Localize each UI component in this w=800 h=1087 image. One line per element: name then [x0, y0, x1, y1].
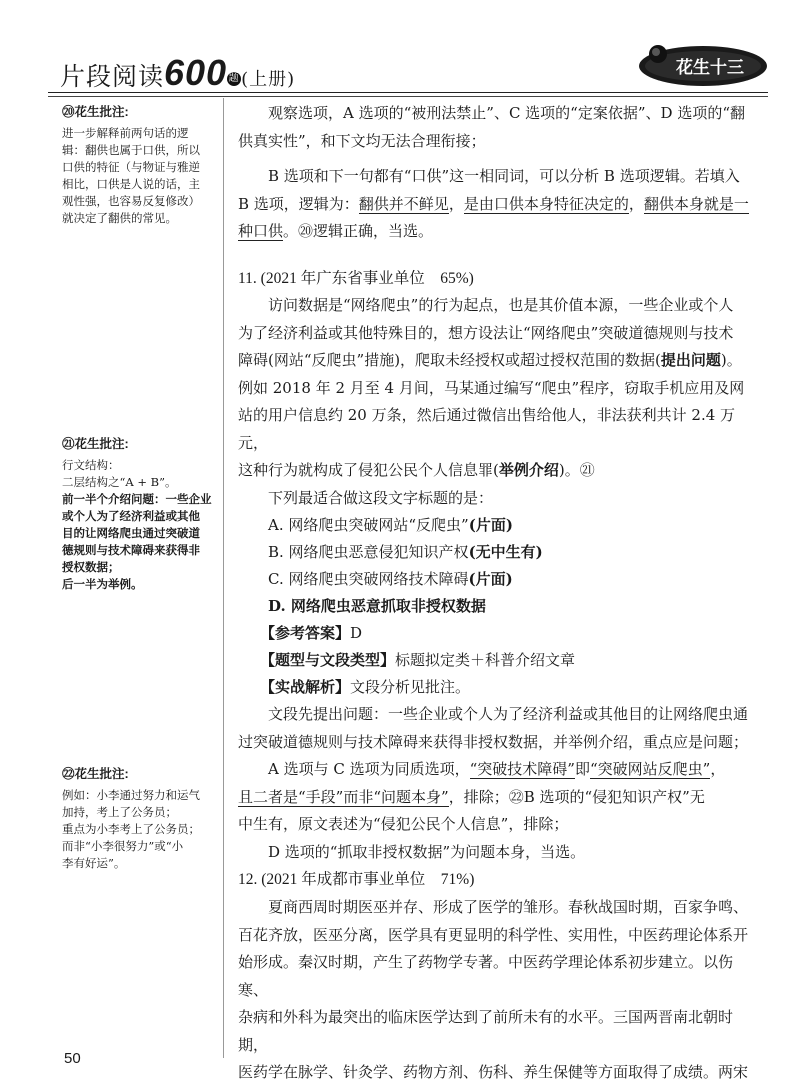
column-divider	[223, 98, 224, 1058]
question-11-body	[238, 292, 758, 866]
question-12-heading: 12. (2021 年成都市事业单位 71%)	[238, 871, 475, 888]
prev-analysis	[238, 100, 758, 246]
underlined-text: 且二者是“手段”而非“问题本身”	[238, 787, 449, 806]
side-note-title: ㉒花生批注:	[62, 767, 129, 781]
side-note-line: 加持，考上了公务员；	[62, 805, 177, 819]
book-title	[60, 52, 295, 94]
side-note-line: 辑：翻供也属于口供，所以	[62, 143, 200, 157]
text-span: )。	[720, 351, 742, 369]
answer-label: 【参考答案】	[260, 624, 351, 642]
side-note-line: 例如：小李通过努力和运气	[62, 788, 200, 802]
option-text: B. 网络爬虫恶意侵犯知识产权	[268, 543, 469, 561]
text-line	[238, 191, 758, 219]
analysis-value: 文段分析见批注。	[350, 678, 471, 696]
text-line: 为了经济利益或其他特殊目的，想方设法让“网络爬虫”突破道德规则与技术	[238, 323, 734, 342]
text-span: ，	[448, 194, 464, 213]
text-line: 站的用户信息约 20 万条，然后通过微信出售给他人，非法获利共计 2.4 万元，	[238, 406, 736, 452]
option-text: D. 网络爬虫恶意抓取非授权数据	[268, 597, 486, 615]
text-span: )。㉑	[558, 461, 595, 479]
header-rule-thin	[48, 96, 768, 97]
book-title-tag: 题	[228, 72, 240, 84]
side-note-line: 进一步解释前两句话的逻	[62, 126, 189, 140]
text-span: 这种行为就构成了侵犯公民个人信息罪(	[238, 461, 499, 479]
option-note: (无中生有)	[468, 543, 543, 561]
text-line: 杂病和外科为最突出的临床医学达到了前所未有的水平。三国两晋南北朝时期，	[238, 1008, 734, 1054]
side-note-line: 重点为小李考上了公务员；	[62, 822, 200, 836]
underlined-text: “突破技术障碍”	[469, 760, 575, 778]
text-line: B 选项和下一句都有“口供”这一相同词，可以分析 B 选项逻辑。若填入	[268, 167, 740, 185]
question-12-body	[238, 894, 758, 1087]
text-span: 障碍(网站“反爬虫”措施)，爬取未经授权或超过授权范围的数据(	[238, 351, 661, 369]
side-note-line: 目的让网络爬虫通过突破道	[62, 526, 200, 540]
option-a	[238, 512, 758, 539]
text-span: ，	[710, 760, 726, 778]
brand-logo	[636, 40, 770, 88]
option-text: A. 网络爬虫突破网站“反爬虫”	[268, 516, 469, 534]
side-note-line: 二层结构之“A + B”。	[62, 475, 177, 489]
text-line: 过突破道德规则与技术障碍来获得非授权数据，并举例介绍，重点应是问题；	[238, 732, 749, 751]
analysis-label: 【实战解析】	[260, 678, 351, 696]
side-note-line: 前一半个介绍问题：一些企业	[62, 492, 212, 506]
book-title-sub: (上册)	[241, 69, 296, 90]
side-note-line: 授权数据；	[62, 560, 120, 574]
option-note: (片面)	[468, 570, 513, 588]
side-note-line: 行文结构：	[62, 458, 120, 472]
text-span: ，排除；㉒B 选项的“侵犯知识产权”无	[448, 787, 705, 806]
question-11-heading: 11. (2021 年广东省事业单位 65%)	[238, 270, 474, 287]
text-line	[238, 347, 758, 375]
side-note-line: 而非“小李很努力”或“小	[62, 839, 184, 853]
answer-line	[238, 620, 758, 647]
type-line	[238, 647, 758, 674]
text-line: 夏商西周时期医巫并存、形成了医学的雏形。春秋战国时期，百家争鸣、	[268, 898, 749, 916]
text-line: D 选项的“抓取非授权数据”为问题本身，当选。	[268, 842, 586, 861]
side-note-line: 德规则与技术障碍来获得非	[62, 543, 200, 557]
text-line	[238, 457, 758, 485]
text-span: A 选项与 C 选项为同质选项，	[268, 760, 470, 778]
text-span: 即	[574, 760, 590, 778]
book-title-number: 600	[164, 52, 228, 93]
text-line: 医药学在脉学、针灸学、药物方剂、伤科、养生保健等方面取得了成绩。两宋	[238, 1063, 749, 1081]
type-label: 【题型与文段类型】	[260, 651, 396, 669]
question-prompt: 下列最适合做这段文字标题的是：	[268, 488, 494, 507]
text-line: 例如 2018 年 2 月至 4 月间，马某通过编写“爬虫”程序，窃取手机应用及网	[238, 378, 745, 397]
header-rule	[48, 92, 768, 93]
side-note-21	[62, 436, 222, 593]
text-line: 观察选项，A 选项的“被刑法禁止”、C 选项的“定案依据”、D 选项的“翻	[268, 104, 745, 122]
text-line: 中生有，原文表述为“侵犯公民个人信息”，排除；	[238, 815, 569, 833]
bold-note: 举例介绍	[498, 461, 559, 479]
side-note-line: 口供的特征（与物证与雅逆	[62, 160, 200, 174]
side-note-line: 就决定了翻供的常见。	[62, 211, 177, 225]
option-text: C. 网络爬虫突破网络技术障碍	[268, 570, 469, 588]
underlined-text: 翻供并不鲜见	[358, 194, 449, 213]
text-line: 供真实性”，和下文均无法合理衔接；	[238, 131, 486, 150]
text-line: 百花齐放，医巫分离，医学具有更显明的科学性、实用性，中医药理论体系开	[238, 925, 749, 944]
side-note-line: 或个人为了经济利益或其他	[62, 509, 200, 523]
text-span: B 选项，逻辑为：	[238, 194, 359, 213]
analysis-line	[238, 674, 758, 701]
option-note: (片面)	[468, 516, 513, 534]
text-line: 始形成。秦汉时期，产生了药物学专著。中医药学理论体系初步建立。以伤寒、	[238, 953, 734, 999]
text-span: ，	[628, 194, 644, 213]
option-d	[238, 593, 758, 620]
side-note-20	[62, 104, 222, 227]
side-note-line: 观性强，也容易反复修改）	[62, 194, 200, 208]
side-note-22	[62, 766, 222, 872]
text-line	[238, 784, 758, 812]
side-note-title: ⑳花生批注:	[62, 105, 129, 119]
underlined-text: 是由口供本身特征决定的	[463, 194, 629, 213]
bold-note: 提出问题	[660, 351, 721, 369]
option-c	[238, 566, 758, 593]
underlined-text: “突破网站反爬虫”	[589, 760, 711, 778]
side-note-title: ㉑花生批注:	[62, 437, 129, 451]
type-value: 标题拟定类＋科普介绍文章	[395, 651, 576, 669]
option-b	[238, 539, 758, 566]
text-line	[238, 756, 758, 784]
text-span: 。⑳逻辑正确，当选。	[283, 222, 434, 240]
page-number: 50	[64, 1050, 81, 1067]
underlined-text: 种口供	[238, 222, 284, 240]
text-line: 文段先提出问题：一些企业或个人为了经济利益或其他目的让网络爬虫通	[268, 705, 749, 723]
text-line: 访问数据是“网络爬虫”的行为起点，也是其价值本源，一些企业或个人	[268, 296, 734, 314]
side-note-line: 后一半为举例。	[62, 577, 143, 591]
logo-text: 花生十三	[676, 58, 744, 78]
side-note-line: 李有好运”。	[62, 856, 126, 870]
text-line	[238, 218, 758, 246]
answer-value: D	[350, 624, 363, 642]
book-title-text: 片段阅读	[60, 62, 165, 91]
underlined-text: 翻供本身就是一	[643, 194, 749, 213]
side-note-line: 相比，口供是人说的话，主	[62, 177, 200, 191]
